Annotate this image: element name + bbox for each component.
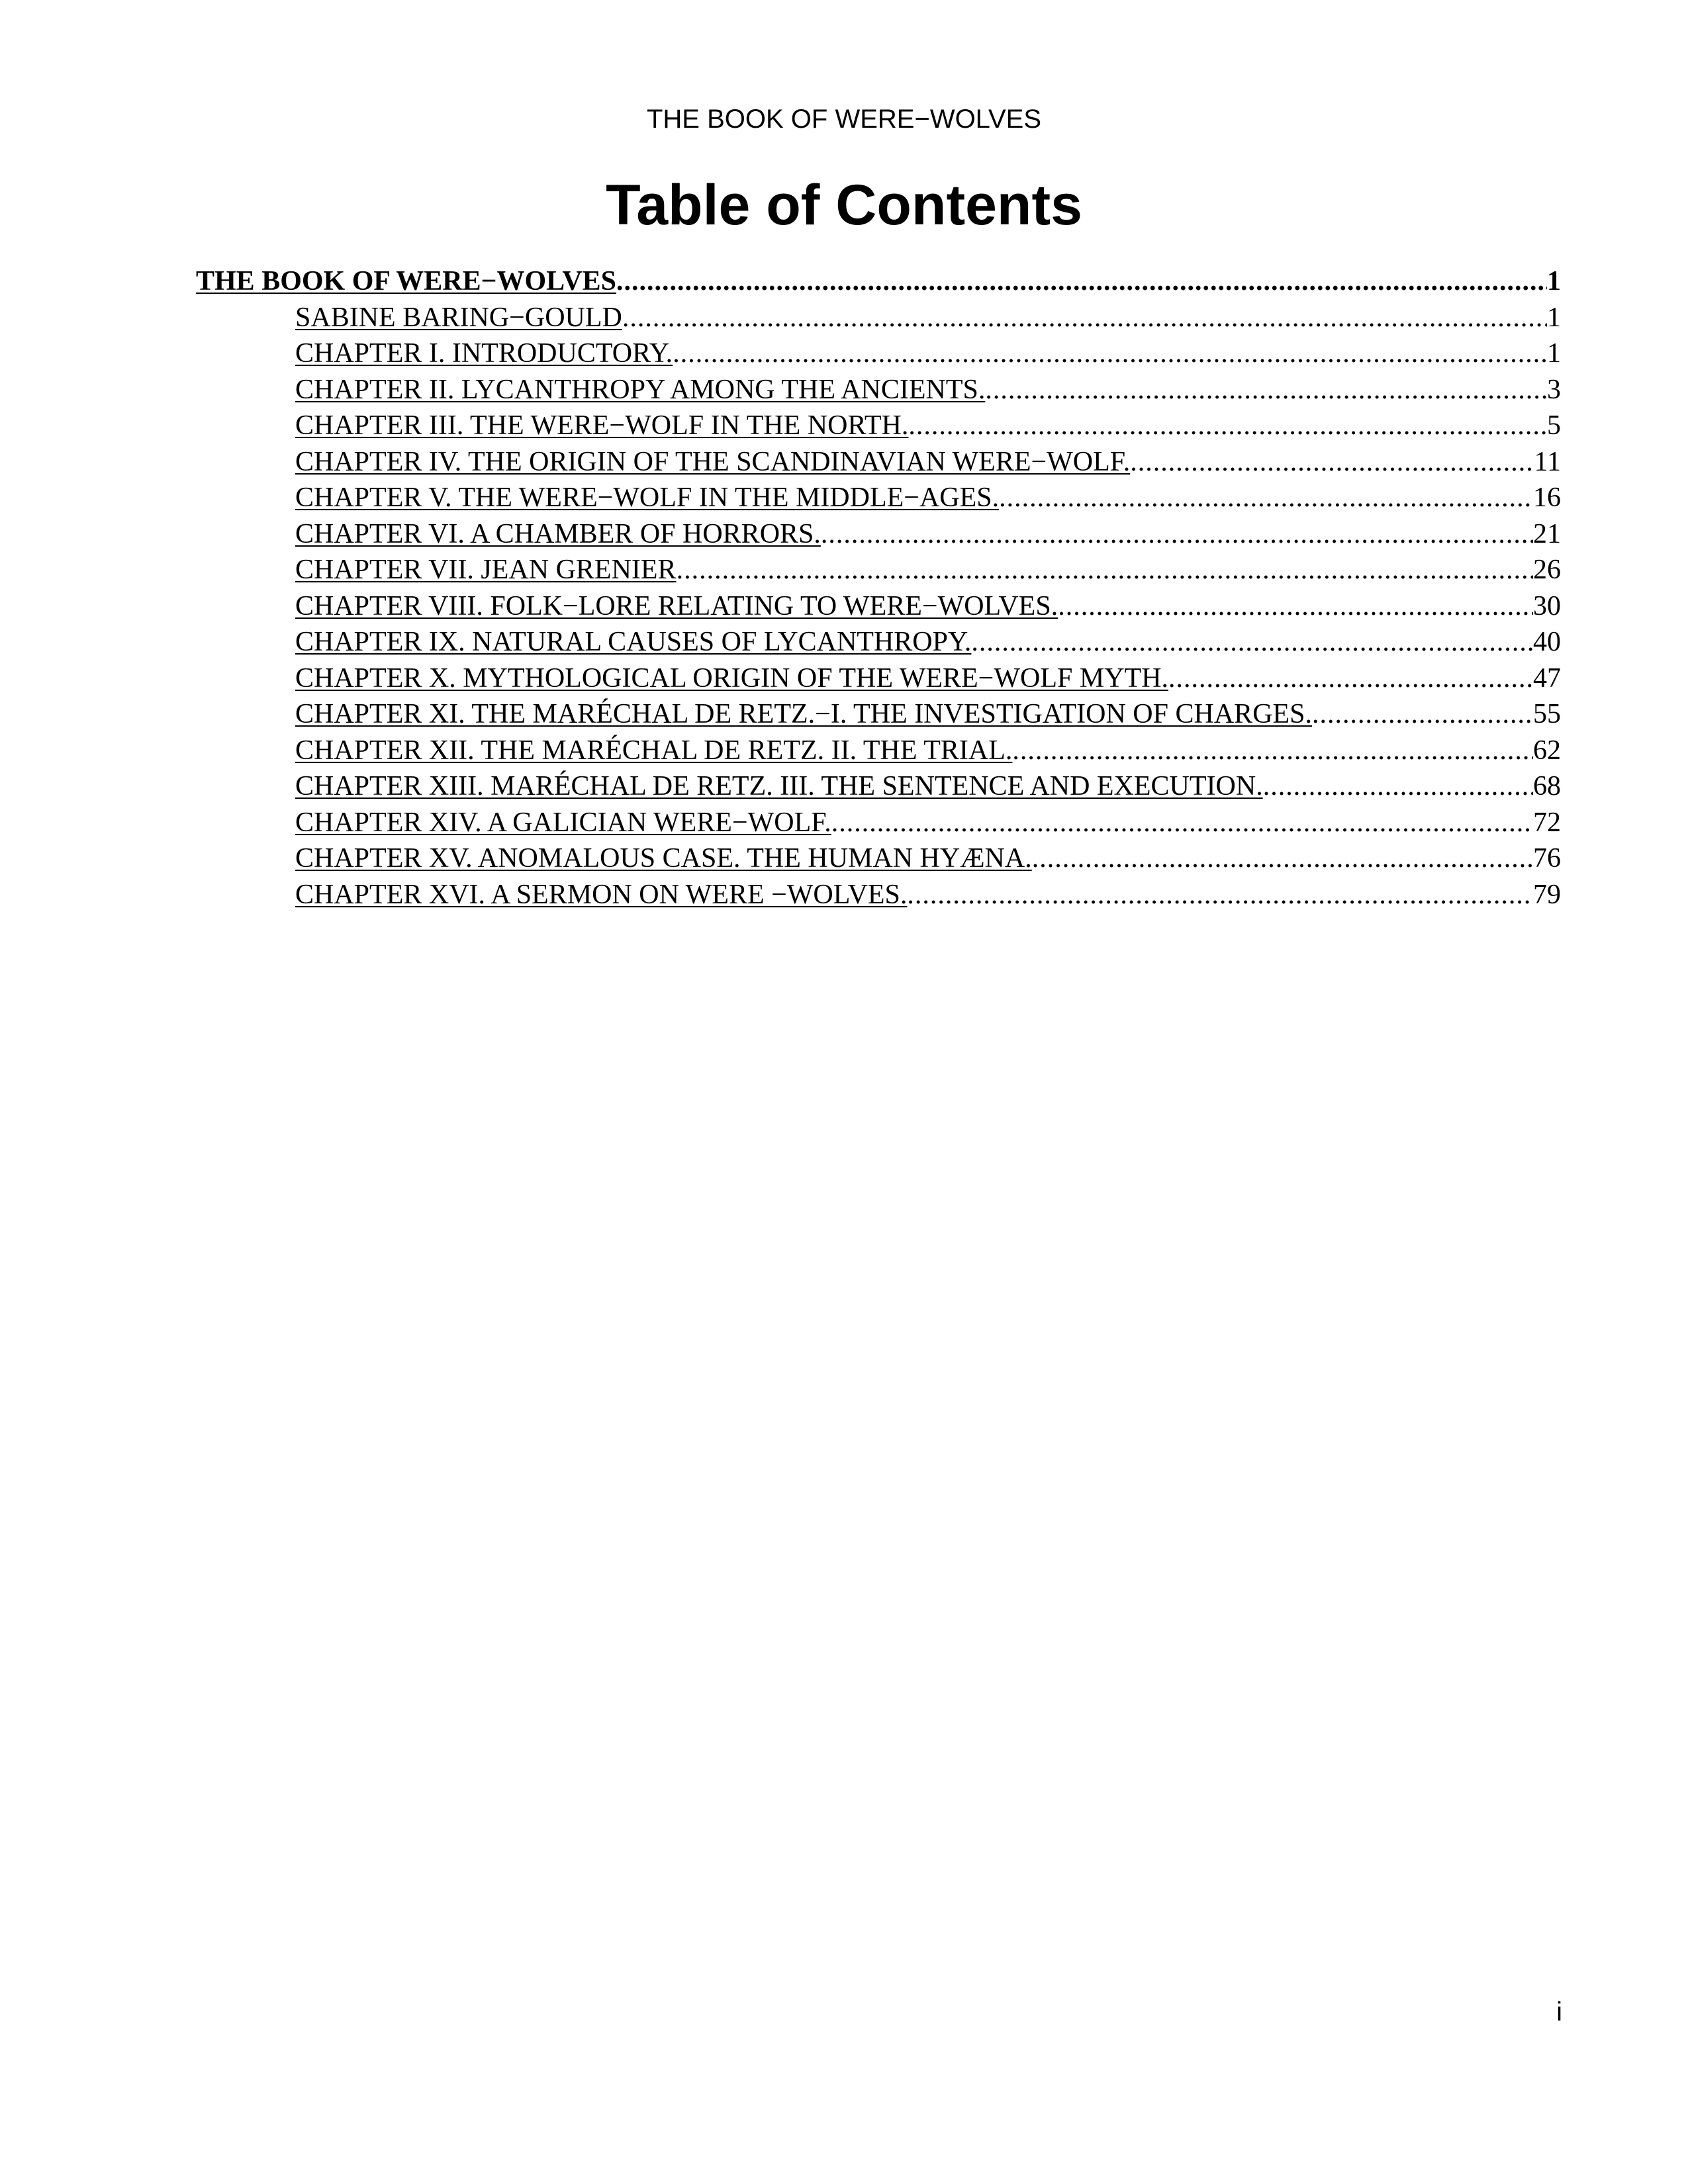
toc-entry-chapter-14 (196, 805, 1561, 841)
toc-entry-chapter-7 (196, 552, 1561, 588)
toc-link[interactable]: CHAPTER XVI. A SERMON ON WERE −WOLVES. (295, 879, 908, 910)
toc-link[interactable]: CHAPTER III. THE WERE−WOLF IN THE NORTH. (295, 410, 909, 441)
toc-link[interactable]: CHAPTER XIV. A GALICIAN WERE−WOLF. (295, 807, 831, 838)
toc-page-number: 1 (1547, 338, 1561, 369)
dot-leader (971, 624, 1533, 660)
dot-leader (1058, 588, 1533, 624)
toc-link[interactable]: CHAPTER IX. NATURAL CAUSES OF LYCANTHROPY. (295, 627, 972, 657)
toc-link[interactable]: CHAPTER II. LYCANTHROPY AMONG THE ANCIENTS. (295, 374, 986, 405)
toc-link[interactable]: CHAPTER VII. JEAN GRENIER (295, 555, 677, 585)
toc-page-number: 62 (1533, 735, 1561, 766)
toc-page-number: 5 (1547, 410, 1561, 441)
toc-entry-chapter-9 (196, 624, 1561, 660)
running-header: THE BOOK OF WERE−WOLVES (646, 105, 1041, 134)
toc-link[interactable]: CHAPTER XII. THE MARÉCHAL DE RETZ. II. THE TRIAL. (295, 735, 1013, 766)
toc-page-number: 68 (1533, 771, 1561, 801)
toc-entry-chapter-13 (196, 768, 1561, 805)
dot-leader (1312, 696, 1533, 732)
toc-entry-chapter-3 (196, 408, 1561, 444)
toc-link[interactable]: THE BOOK OF WERE−WOLVES (196, 266, 617, 296)
toc-entry-chapter-10 (196, 660, 1561, 697)
toc-link[interactable]: CHAPTER X. MYTHOLOGICAL ORIGIN OF THE WERE−WOLF MYTH. (295, 662, 1169, 694)
toc-link[interactable]: CHAPTER XIII. MARÉCHAL DE RETZ. III. THE SENTENCE AND EXECUTION. (295, 771, 1263, 801)
table-of-contents (196, 263, 1561, 913)
toc-entry-chapter-1 (196, 336, 1561, 372)
dot-leader (908, 408, 1547, 443)
dot-leader (616, 263, 1547, 299)
dot-leader (1263, 768, 1533, 804)
toc-entry-chapter-4 (196, 444, 1561, 480)
dot-leader (673, 336, 1547, 371)
toc-page-number: 30 (1533, 590, 1561, 621)
toc-entry-book (196, 263, 1561, 300)
toc-link[interactable]: SABINE BARING−GOULD (295, 302, 622, 333)
toc-entry-chapter-5 (196, 480, 1561, 516)
toc-page-number: 26 (1533, 555, 1561, 585)
toc-page-number: 72 (1533, 807, 1561, 838)
toc-entry-chapter-8 (196, 588, 1561, 625)
toc-page-number: 11 (1534, 446, 1561, 477)
toc-link[interactable]: CHAPTER XV. ANOMALOUS CASE. THE HUMAN HYÆNA. (295, 843, 1032, 874)
page-number: i (1556, 1997, 1562, 2026)
dot-leader (1130, 444, 1534, 480)
toc-entry-chapter-11 (196, 696, 1561, 733)
dot-leader (677, 552, 1533, 588)
toc-link[interactable]: CHAPTER V. THE WERE−WOLF IN THE MIDDLE−AGES. (295, 482, 1000, 513)
toc-entry-chapter-16 (196, 877, 1561, 913)
toc-page-number: 1 (1547, 302, 1561, 333)
dot-leader (985, 372, 1547, 408)
toc-entry-chapter-12 (196, 733, 1561, 769)
toc-entry-chapter-6 (196, 516, 1561, 553)
toc-page-number: 16 (1533, 482, 1561, 513)
dot-leader (1012, 733, 1533, 768)
toc-page-number: 40 (1533, 627, 1561, 657)
dot-leader (831, 805, 1533, 841)
toc-page-number: 1 (1547, 266, 1561, 296)
toc-page-number: 3 (1547, 374, 1561, 405)
toc-entry-author (196, 300, 1561, 336)
page-title: Table of Contents (606, 173, 1082, 237)
toc-link[interactable]: CHAPTER VIII. FOLK−LORE RELATING TO WERE−WOLVES. (295, 590, 1058, 621)
toc-link[interactable]: CHAPTER IV. THE ORIGIN OF THE SCANDINAVIAN WERE−WOLF. (295, 446, 1131, 477)
dot-leader (999, 480, 1533, 516)
dot-leader (1032, 841, 1533, 876)
dot-leader (1168, 660, 1533, 696)
toc-link[interactable]: CHAPTER I. INTRODUCTORY. (295, 338, 673, 369)
toc-page-number: 79 (1533, 879, 1561, 910)
toc-page-number: 21 (1533, 518, 1561, 549)
toc-link[interactable]: CHAPTER XI. THE MARÉCHAL DE RETZ.−I. THE INVESTIGATION OF CHARGES. (295, 699, 1313, 729)
toc-entry-chapter-2 (196, 372, 1561, 408)
toc-link[interactable]: CHAPTER VI. A CHAMBER OF HORRORS. (295, 518, 821, 549)
dot-leader (907, 877, 1533, 913)
toc-page-number: 55 (1533, 699, 1561, 729)
toc-page-number: 76 (1533, 843, 1561, 874)
toc-entry-chapter-15 (196, 841, 1561, 877)
dot-leader (821, 516, 1533, 552)
dot-leader (622, 300, 1547, 336)
toc-page-number: 47 (1533, 662, 1561, 694)
